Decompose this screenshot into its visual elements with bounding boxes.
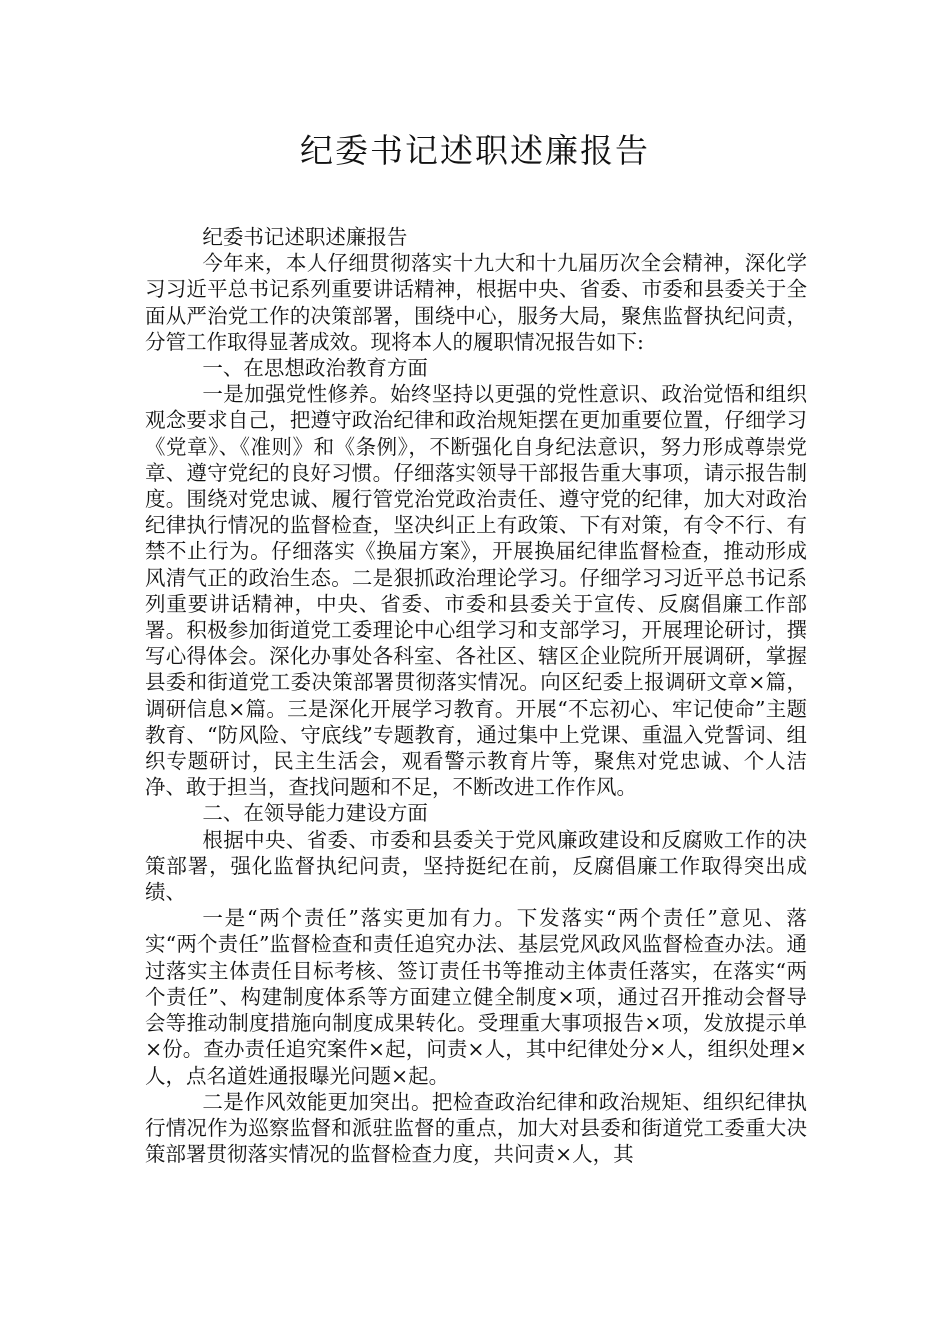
- paragraph-intro: 今年来，本人仔细贯彻落实十九大和十九届历次全会精神，深化学习习近平总书记系列重要讲话精神，根据中央、省委、市委和县委关于全面从严治党工作的决策部署，围绕中心，服务大局，聚焦监督执纪问责，分管工作取得显著成效。现将本人的履职情况报告如下:: [145, 251, 807, 354]
- section-heading-leadership: 二、在领导能力建设方面: [202, 801, 428, 826]
- section-heading-ideology: 一、在思想政治教育方面: [202, 356, 428, 381]
- paragraph-two-responsibilities: 一是“两个责任”落实更加有力。下发落实“两个责任”意见、落实“两个责任”监督检查和责任追究办法、基层党风政风监督检查办法。通过落实主体责任目标考核、签订责任书等推动主体责任落实，在落实“两个责任”、构建制度体系等方面建立健全制度×项，通过召开推动会督导会等推动制度措施向制度成果转化。受理重大事项报告×项，发放提示单×份。查办责任追究案件×起，问责×人，其中纪律处分×人，组织处理×人，点名道姓通报曝光问题×起。: [145, 906, 807, 1088]
- paragraph-subtitle: 纪委书记述职述廉报告: [202, 225, 408, 249]
- paragraph-work-style: 二是作风效能更加突出。把检查政治纪律和政治规矩、组织纪律执行情况作为巡察监督和派驻监督的重点，加大对县委和街道党工委重大决策部署贯彻落实情况的监督检查力度，共问责×人，其: [145, 1089, 807, 1167]
- paragraph-leadership-intro: 根据中央、省委、市委和县委关于党风廉政建设和反腐败工作的决策部署，强化监督执纪问责，坚持挺纪在前，反腐倡廉工作取得突出成绩、: [145, 827, 807, 905]
- document-body: [145, 224, 807, 1167]
- document-title: 纪委书记述职述廉报告: [300, 131, 650, 170]
- paragraph-ideology: 一是加强党性修养。始终坚持以更强的党性意识、政治觉悟和组织观念要求自己，把遵守政治纪律和政治规矩摆在更加重要位置，仔细学习《党章》、《准则》和《条例》，不断强化自身纪法意识，努力形成尊崇党章、遵守党纪的良好习惯。仔细落实领导干部报告重大事项，请示报告制度。围绕对党忠诚、履行管党治党政治责任、遵守党的纪律，加大对政治纪律执行情况的监督检查，坚决纠正上有政策、下有对策，有令不行、有禁不止行为。仔细落实《换届方案》，开展换届纪律监督检查，推动形成风清气正的政治生态。二是狠抓政治理论学习。仔细学习习近平总书记系列重要讲话精神，中央、省委、市委和县委关于宣传、反腐倡廉工作部署。积极参加街道党工委理论中心组学习和支部学习，开展理论研讨，撰写心得体会。深化办事处各科室、各社区、辖区企业院所开展调研，掌握县委和街道党工委决策部署贯彻落实情况。向区纪委上报调研文章×篇，调研信息×篇。三是深化开展学习教育。开展“不忘初心、牢记使命”主题教育、“防风险、守底线”专题教育，通过集中上党课、重温入党誓词、组织专题研讨，民主生活会，观看警示教育片等，聚焦对党忠诚、个人洁净、敢于担当，查找问题和不足，不断改进工作作风。: [145, 382, 807, 800]
